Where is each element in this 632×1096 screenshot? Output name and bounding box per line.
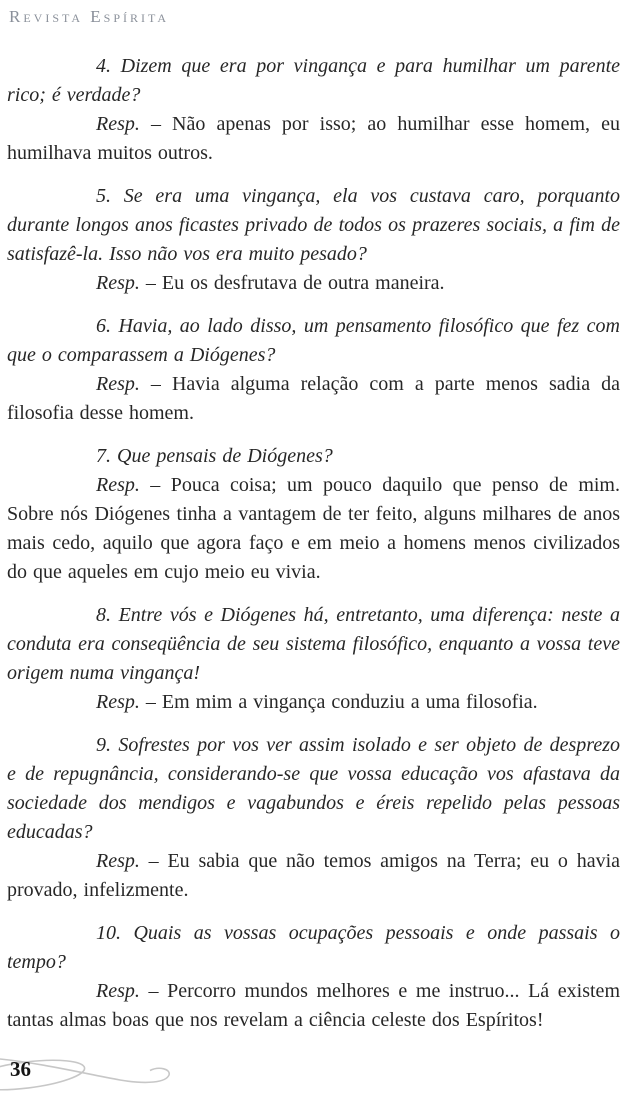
resp-label: Resp. — [96, 691, 140, 713]
calligraphic-flourish-ornament — [0, 1048, 230, 1096]
resp-label: Resp. — [96, 113, 140, 135]
question-paragraph: 6. Havia, ao lado disso, um pensamento filosófico que fez com que o comparassem a Diógenes? — [7, 315, 620, 366]
resp-label: Resp. — [96, 850, 140, 872]
answer-text: – Eu os desfrutava de outra maneira. — [145, 272, 445, 294]
question-paragraph: 9. Sofrestes por vos ver assim isolado e ser objeto de desprezo e de repugnância, considerando-se que vossa educação vos afastava da sociedade dos mendigos e vagabundos e éreis repelido pelas pessoas educadas? — [7, 734, 620, 843]
qa-block-8 — [7, 601, 620, 717]
answer-text: – Não apenas por isso; ao humilhar esse homem, eu humilhava muitos outros. — [7, 113, 620, 164]
answer-paragraph — [7, 688, 620, 717]
qa-block-4 — [7, 52, 620, 168]
resp-label: Resp. — [96, 980, 140, 1002]
qa-block-6 — [7, 312, 620, 428]
resp-label: Resp. — [96, 272, 140, 294]
page-body-text — [7, 52, 620, 1035]
answer-text: – Percorro mundos melhores e me instruo... Lá existem tantas almas boas que nos revelam a ciência celeste dos Espíritos! — [7, 980, 620, 1031]
qa-block-9 — [7, 731, 620, 905]
answer-paragraph — [7, 977, 620, 1035]
answer-text: – Havia alguma relação com a parte menos sadia da filosofia desse homem. — [7, 373, 620, 424]
qa-block-10 — [7, 919, 620, 1035]
question-paragraph: 4. Dizem que era por vingança e para humilhar um parente rico; é verdade? — [7, 55, 620, 106]
question-paragraph: 8. Entre vós e Diógenes há, entretanto, uma diferença: neste a conduta era conseqüência de seu sistema filosófico, enquanto a vossa teve origem numa vingança! — [7, 604, 620, 684]
page-footer — [0, 1048, 240, 1096]
question-paragraph: 5. Se era uma vingança, ela vos custava caro, porquanto durante longos anos ficastes privado de todos os prazeres sociais, a fim de satisfazê-la. Isso não vos era muito pesado? — [7, 185, 620, 265]
page-number: 36 — [10, 1057, 31, 1081]
answer-paragraph — [7, 110, 620, 168]
answer-paragraph — [7, 847, 620, 905]
answer-paragraph — [7, 269, 620, 298]
running-header-title: Revista Espírita — [9, 7, 170, 26]
question-paragraph: 7. Que pensais de Diógenes? — [96, 445, 333, 467]
answer-text: – Pouca coisa; um pouco daquilo que penso de mim. Sobre nós Diógenes tinha a vantagem de ter feito, alguns milhares de anos mais cedo, aquilo que agora faço e em meio a homens menos civilizados do que aqueles em cujo meio eu vivia. — [7, 474, 620, 583]
answer-text: – Em mim a vingança conduziu a uma filosofia. — [145, 691, 538, 713]
resp-label: Resp. — [96, 373, 140, 395]
resp-label: Resp. — [96, 474, 140, 496]
answer-paragraph — [7, 370, 620, 428]
qa-block-5 — [7, 182, 620, 298]
answer-paragraph — [7, 471, 620, 587]
qa-block-7 — [7, 442, 620, 587]
answer-text: – Eu sabia que não temos amigos na Terra; eu o havia provado, infelizmente. — [7, 850, 621, 901]
question-paragraph: 10. Quais as vossas ocupações pessoais e onde passais o tempo? — [7, 922, 620, 973]
